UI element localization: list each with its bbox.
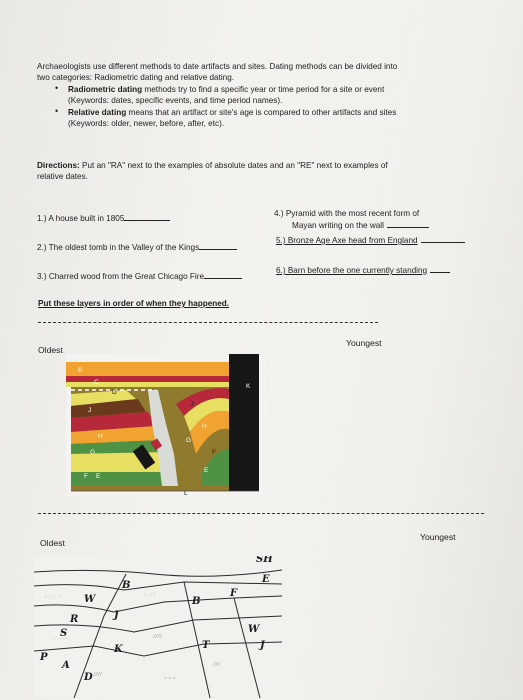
fig1-label-b: B bbox=[78, 367, 83, 374]
example-1-text: 1.) A house built in 1805 bbox=[37, 214, 125, 223]
answer-blank-3[interactable] bbox=[204, 270, 242, 279]
fig2-label-a: A bbox=[62, 660, 70, 671]
intro-line-1: Archaeologists use different methods to date artifacts and sites. Dating methods can be divided into bbox=[37, 62, 398, 71]
fig2-label-w: W bbox=[84, 594, 96, 605]
directions-text: Put an "RA" next to the examples of absolute dates and an "RE" next to examples of bbox=[79, 161, 388, 170]
bullet-1 bbox=[68, 84, 384, 95]
fig2-label-s: S bbox=[60, 628, 68, 639]
fig2-label-p: P bbox=[40, 652, 48, 663]
layers-heading: Put these layers in order of when they happened. bbox=[38, 299, 230, 308]
fig2-label-b: B bbox=[122, 580, 131, 591]
example-2 bbox=[37, 241, 237, 253]
fig2-label-e: E bbox=[262, 574, 270, 585]
fig1-label-g2: G bbox=[186, 437, 192, 444]
svg-text:∴ ∵ ∴ ∵: ∴ ∵ ∴ ∵ bbox=[44, 594, 61, 600]
bullet-dot-1: • bbox=[55, 83, 59, 93]
fig2-oldest-label: Oldest bbox=[40, 538, 65, 548]
bullet-1-term: Radiometric dating bbox=[68, 85, 143, 94]
fig1-label-e2: E bbox=[204, 467, 209, 474]
fig1-label-j1: J bbox=[88, 407, 92, 414]
fig2-label-j: J bbox=[114, 610, 119, 621]
example-6-text: 6.) Barn before the one currently standing bbox=[276, 266, 428, 275]
stratigraphy-diagram-1 bbox=[66, 354, 266, 496]
bullet-dot-2: • bbox=[55, 106, 59, 116]
fig1-label-l: L bbox=[184, 490, 188, 496]
example-4b bbox=[292, 219, 429, 231]
svg-text:⁄ ⁄ ⁄ ⁄: ⁄ ⁄ ⁄ ⁄ bbox=[154, 634, 162, 640]
order-answer-line-2[interactable] bbox=[38, 513, 484, 514]
answer-blank-2[interactable] bbox=[199, 241, 237, 250]
stratigraphy-diagram-2 bbox=[34, 556, 282, 698]
fig2-label-r: R bbox=[70, 614, 79, 625]
fig1-label-h1: H bbox=[98, 433, 103, 440]
fig2-label-f: F bbox=[230, 588, 238, 599]
fig1-label-d: D bbox=[112, 389, 117, 396]
example-3 bbox=[37, 270, 242, 282]
example-1 bbox=[37, 212, 170, 224]
svg-text:~ ~ ~: ~ ~ ~ bbox=[164, 676, 176, 682]
bullet-2-term: Relative dating bbox=[68, 108, 127, 117]
fig1-label-e1: E bbox=[96, 473, 101, 480]
fig1-label-g1: G bbox=[90, 449, 96, 456]
bullet-1-text: methods try to find a specific year or time period for a site or event bbox=[142, 85, 385, 94]
directions-line-2: relative dates. bbox=[37, 172, 88, 181]
example-3-text: 3.) Charred wood from the Great Chicago Fire bbox=[37, 272, 205, 281]
example-2-text: 2.) The oldest tomb in the Valley of the Kings bbox=[37, 243, 200, 252]
answer-blank-5[interactable] bbox=[421, 234, 465, 243]
fig1-label-h2: H bbox=[202, 423, 207, 430]
fig2-label-sh: SH bbox=[256, 556, 273, 565]
fig1-label-f2: F bbox=[212, 449, 216, 456]
fig2-label-j2: J bbox=[260, 640, 265, 651]
svg-text:· · · · ·: · · · · · bbox=[54, 636, 68, 642]
svg-text:⁄ ⁄ ⁄ ⁄: ⁄ ⁄ ⁄ ⁄ bbox=[94, 672, 102, 678]
directions-label: Directions: bbox=[37, 161, 80, 170]
fig2-label-w2: W bbox=[248, 624, 260, 635]
bullet-2-text: means that an artifact or site's age is compared to other artifacts and sites bbox=[126, 108, 397, 117]
example-6 bbox=[276, 264, 450, 276]
intro-line-2: two categories: Radiometric dating and relative dating. bbox=[37, 73, 235, 82]
bullet-1-keywords: (Keywords: dates, specific events, and time period names). bbox=[68, 96, 283, 105]
fig1-youngest-label: Youngest bbox=[346, 338, 382, 348]
bullet-2-keywords: (Keywords: older, newer, before, after, etc). bbox=[68, 119, 225, 128]
directions bbox=[37, 160, 388, 171]
bullet-2 bbox=[68, 107, 396, 118]
fig1-label-f1: F bbox=[84, 473, 88, 480]
fig1-label-j2: J bbox=[190, 401, 194, 408]
example-5 bbox=[276, 234, 465, 246]
answer-blank-1[interactable] bbox=[124, 212, 170, 221]
example-5-text: 5.) Bronze Age Axe head from England bbox=[276, 236, 418, 245]
svg-text:∵ ∴ ∵: ∵ ∴ ∵ bbox=[144, 592, 157, 598]
fig2-label-k: K bbox=[114, 644, 123, 655]
example-4b-text: Mayan writing on the wall bbox=[292, 221, 384, 230]
fig2-label-d: D bbox=[84, 672, 93, 683]
answer-blank-6[interactable] bbox=[430, 264, 450, 273]
svg-text:⁄ ⁄ ⁄: ⁄ ⁄ ⁄ bbox=[214, 662, 220, 668]
fig2-youngest-label: Youngest bbox=[420, 532, 456, 542]
fig2-label-b2: B bbox=[192, 596, 201, 607]
fig1-label-c: C bbox=[94, 379, 99, 386]
fig1-label-k: K bbox=[246, 383, 251, 390]
example-4a: 4.) Pyramid with the most recent form of bbox=[274, 209, 420, 218]
fig1-oldest-label: Oldest bbox=[38, 345, 63, 355]
answer-blank-4[interactable] bbox=[387, 219, 429, 228]
fig2-label-t: T bbox=[202, 640, 210, 651]
order-answer-line-1[interactable] bbox=[38, 322, 378, 323]
